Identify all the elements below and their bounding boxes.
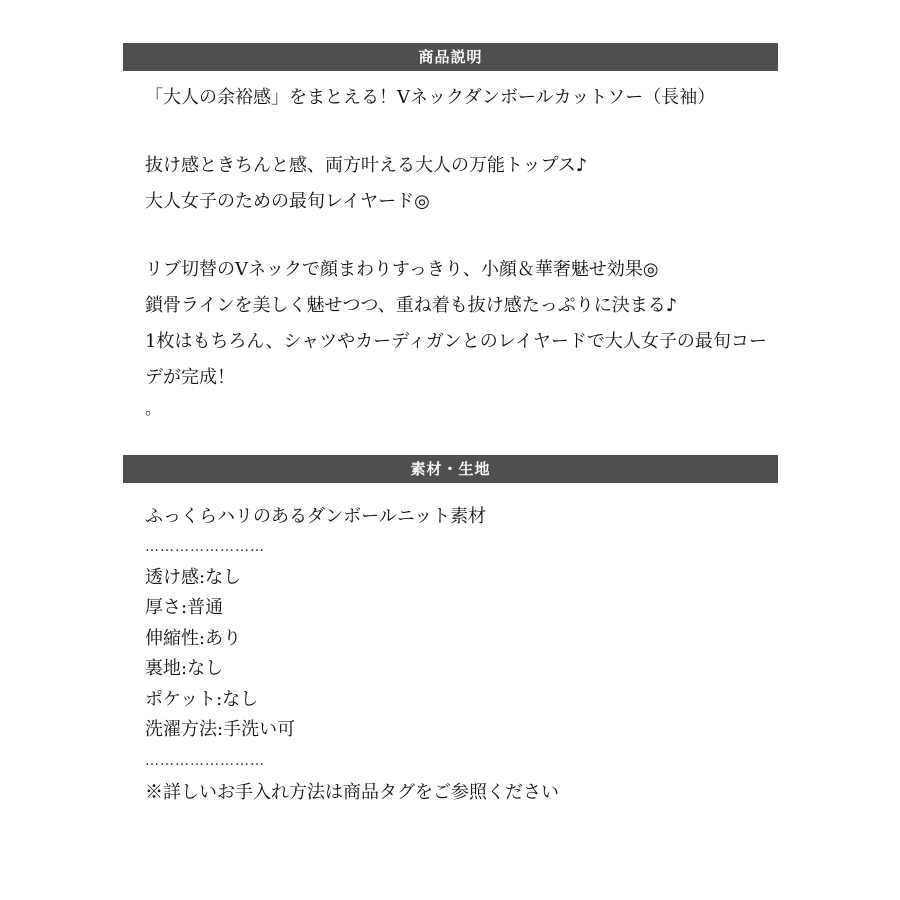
section-header-material: 素材・生地 (123, 455, 778, 483)
spec-lining: 裏地:なし (145, 658, 224, 679)
spec-thickness: 厚さ:普通 (145, 597, 224, 618)
spacer (145, 116, 775, 148)
description-line: リブ切替のVネックで顔まわりすっきり、小顔＆華奢魅せ効果◎ (145, 259, 659, 280)
spec-stretch: 伸縮性:あり (145, 627, 242, 649)
product-description (145, 80, 775, 422)
headline: 「大人の余裕感」をまとえる！Vネックダンボールカットソー（長袖） (145, 87, 716, 108)
description-period: 。 (145, 399, 162, 418)
dotted-divider: …………………… (145, 539, 265, 555)
description-line: 大人女子のための最旬レイヤード◎ (145, 191, 430, 212)
description-line: デが完成！ (145, 367, 235, 388)
description-line: 鎖骨ラインを美しく魅せつつ、重ね着も抜け感たっぷりに決まる♪ (145, 295, 678, 316)
spec-pocket: ポケット:なし (145, 688, 259, 710)
spec-sheerness: 透け感:なし (145, 566, 242, 588)
section-header-description: 商品説明 (123, 43, 778, 71)
material-details (145, 502, 775, 809)
description-line: 1枚はもちろん、シャツやカーディガンとのレイヤードで大人女子の最旬コー (145, 331, 767, 352)
dotted-divider: …………………… (145, 752, 265, 769)
spacer (145, 220, 775, 252)
spec-washing: 洗濯方法:手洗い可 (145, 719, 296, 740)
fabric-description: ふっくらハリのあるダンボールニット素材 (145, 506, 487, 527)
description-line: 抜け感ときちんと感、両方叶える大人の万能トップス♪ (145, 155, 588, 176)
care-note: ※詳しいお手入れ方法は商品タグをご参照ください (145, 782, 559, 803)
